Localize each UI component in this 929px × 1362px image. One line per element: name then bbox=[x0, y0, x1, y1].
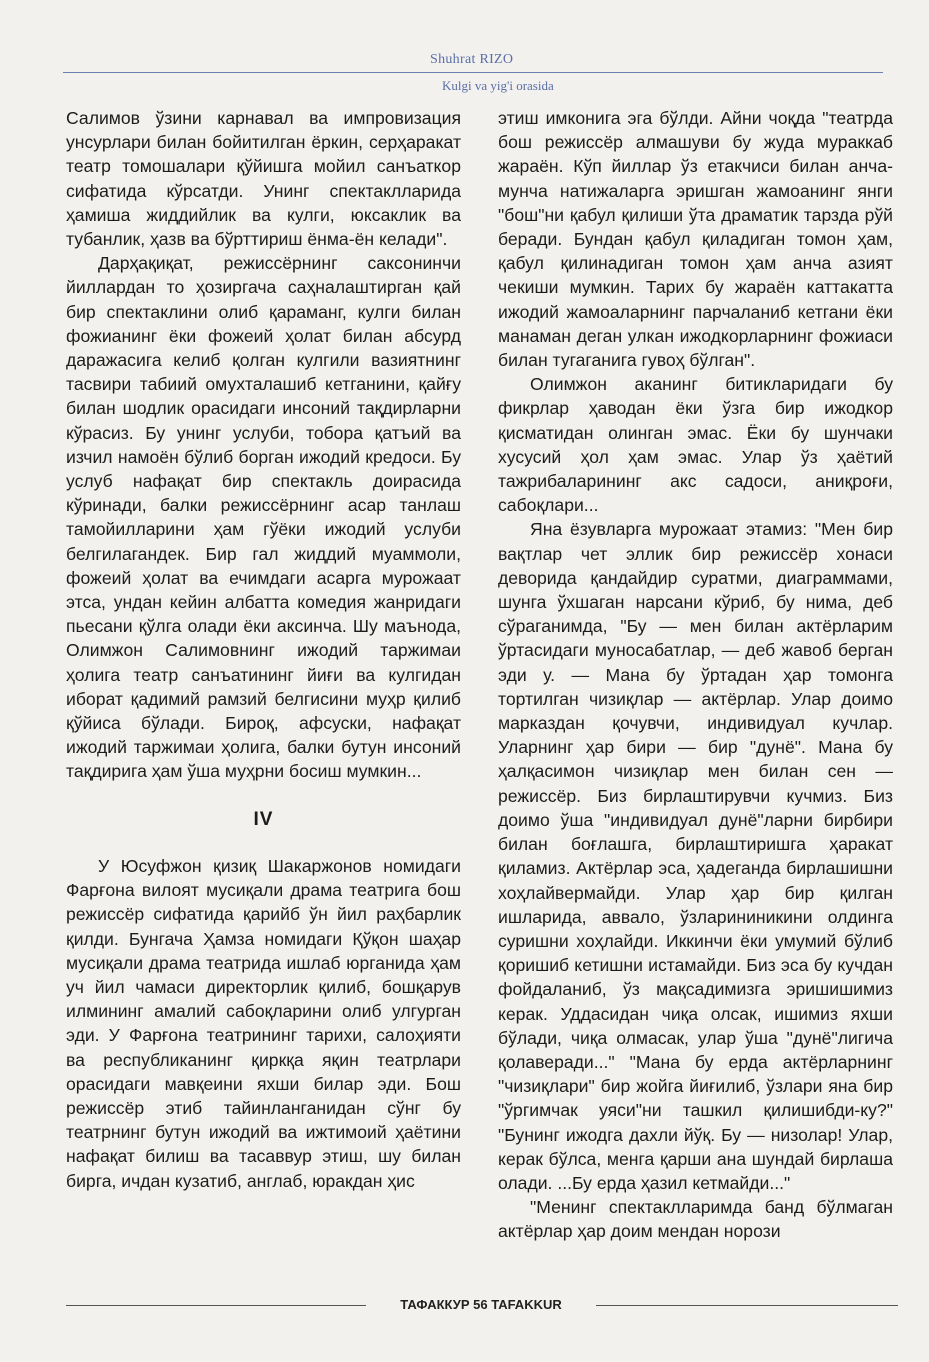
page-footer bbox=[66, 1297, 898, 1315]
paragraph: Олимжон аканинг битикларидаги бу фикрлар ҳаводан ёки ўзга бир ижодкор қисматидан олинган эмас. Ёки бу шунчаки хусусий ҳол ҳам эмас. Улар ўз ҳаётий тажрибаларининг акс садоси, аниқроғи, сабоқлари... bbox=[498, 374, 893, 516]
right-column bbox=[498, 106, 893, 1244]
paragraph: "Менинг спектаклларимда банд бўлмаган актёрлар ҳар доим мендан норози bbox=[498, 1197, 893, 1242]
running-header-subtitle: Kulgi va yig'i orasida bbox=[442, 78, 554, 93]
paragraph: Салимов ўзини карнавал ва импровизация унсурлари билан бойитилган ёркин, серҳаракат театр томошалари қўйишга мойил санъаткор сифатида кўрсатди. Унинг спектаклларида ҳамиша жиддийлик ва кулги, юксаклик ва тубанлик, ҳазв ва бўрттириш ёнма-ён келади". bbox=[66, 108, 461, 250]
paragraph: Дарҳақиқат, режиссёрнинг саксонинчи йиллардан то ҳозиргача саҳналаштирган қай бир спектаклини олиб қараманг, кулги билан фожианинг ёки фожеий ҳолат билан абсурд даражасига келиб қолган кулгили вазиятнинг тасвири табиий омухталашиб кетганини, қайғу билан шодлик орасидаги инсоний тақдирларни кўрасиз. Бу унинг услуби, тобора қатъий ва изчил намоён бўлиб борган ижодий кредоси. Бу услуб нафақат бир спектакль доирасида кўринади, балки режиссёрнинг асар танлаш тамойилларини ҳам гўёки ижодий услуби белгилагандек. Бир гал жиддий муаммоли, фожеий ҳолат ва ечимдаги асарга мурожаат этса, ундан кейин албатта комедия жанридаги пьесани қўлга олади ёки аксинча. Шу маънода, Олимжон Салимовнинг ижодий таржимаи ҳолига театр санъатининг йиғи ва кулгидан иборат қадимий рамзий белгисини муҳр қилиб қўйиса бўлади. Бироқ, афсуски, нафақат ижодий таржимаи ҳолига, балки бутун инсоний тақдирига ҳам ўша муҳрни босиш мумкин... bbox=[66, 253, 461, 782]
paragraph: У Юсуфжон қизиқ Шакаржонов номидаги Фарғона вилоят мусиқали драма театрига бош режиссёр сифатида қарийб ўн йил раҳбарлик қилди. Бунгача Ҳамза номидаги Қўқон шаҳар мусиқали драма театрида ишлаб юрганида ҳам уч йил чамаси директорлик қилиб, бошқарув илмининг амалий сабоқларини олиб улгурган эди. У Фарғона театрининг тарихи, салоҳияти ва республиканинг қиркқа яқин театрлари орасидаги мавқеини яхши билар эди. Бош режиссёр этиб тайинланганидан сўнг бу театрнинг бутун ижодий ва ижтимоий ҳаётини нафақат билиш ва тасаввур этиш, шу билан бирга, ичдан кузатиб, англаб, юракдан ҳис bbox=[66, 855, 461, 1191]
header-rule bbox=[63, 72, 883, 73]
paragraph: этиш имконига эга бўлди. Айни чоқда "театрда бош режиссёр алмашуви бу жуда мураккаб жараён. Кўп йиллар ўз етакчиси билан анча-мунча натижаларга эришган жамоанинг янги "бош"ни қабул қилиши ўта драматик тарзда рўй беради. Бундан қабул қиладиган томон ҳам, қабул қилинадиган томон ҳам анча азият чекиши мумкин. Тарих бу жараён каттакатта ижодий жамоаларнинг парчаланиб кетгани ёки манаман деган улкан ижодкорларнинг фожиаси билан тугаганига гувоҳ бўлган". bbox=[498, 108, 893, 371]
footer-rule-right bbox=[596, 1305, 898, 1306]
footer-rule-left bbox=[66, 1305, 366, 1306]
left-column bbox=[66, 106, 461, 1193]
running-header-author: Shuhrat RIZO bbox=[430, 52, 514, 67]
section-number: IV bbox=[253, 808, 274, 830]
footer-page-label: ТАФАККУР 56 TAFAKKUR bbox=[400, 1297, 562, 1312]
paragraph: Яна ёзувларга мурожаат этамиз: "Мен бир вақтлар чет эллик бир режиссёр хонаси деворида қандайдир суратми, диаграммами, шунга ўхшаган нарсани кўриб, бу нима, деб сўраганимда, "Бу — мен билан актёрларим ўртасидаги муносабатлар, — деб жавоб берган эди у. — Мана бу ўртадан ҳар томонга тортилган чизиқлар — актёрлар. Улар доимо марказдан қочувчи, индивидуал кучлар. Уларнинг ҳар бири — бир "дунё". Мана бу ҳалқасимон чизиқлар мен билан сен — режиссёр. Биз бирлаштирувчи кучмиз. Биз доимо ўша "индивидуал дунё"ларни бирбири билан боғлашга, бирлаштиришга ҳаракат қиламиз. Актёрлар эса, ҳадеганда бирлашишни хоҳлайвермайди. Улар ҳар бир қилган ишларида, аввало, ўзларининикини олдинга суришни хоҳлайди. Иккинчи ёки умумий бўлиб қоришиб кетишни истамайди. Биз эса бу кучдан фойдаланиб, ўз мақсадимизга эришишимиз керак. Уддасидан чиқа олсак, ишимиз яхши бўлади, чиқа олмасак, улар ўша "дунё"лигича қолаверади..." "Мана бу ерда актёрларнинг "чизиқлари" бир жойга йиғилиб, ўзлари яна бир "ўргимчак уяси"ни ташкил қилишибди-ку?" "Бунинг ижодга дахли йўқ. Бу — низолар! Улар, керак бўлса, менга қарши ана шундай бирлаша олади. ...Бу ерда ҳазил кетмайди..." bbox=[498, 519, 893, 1193]
